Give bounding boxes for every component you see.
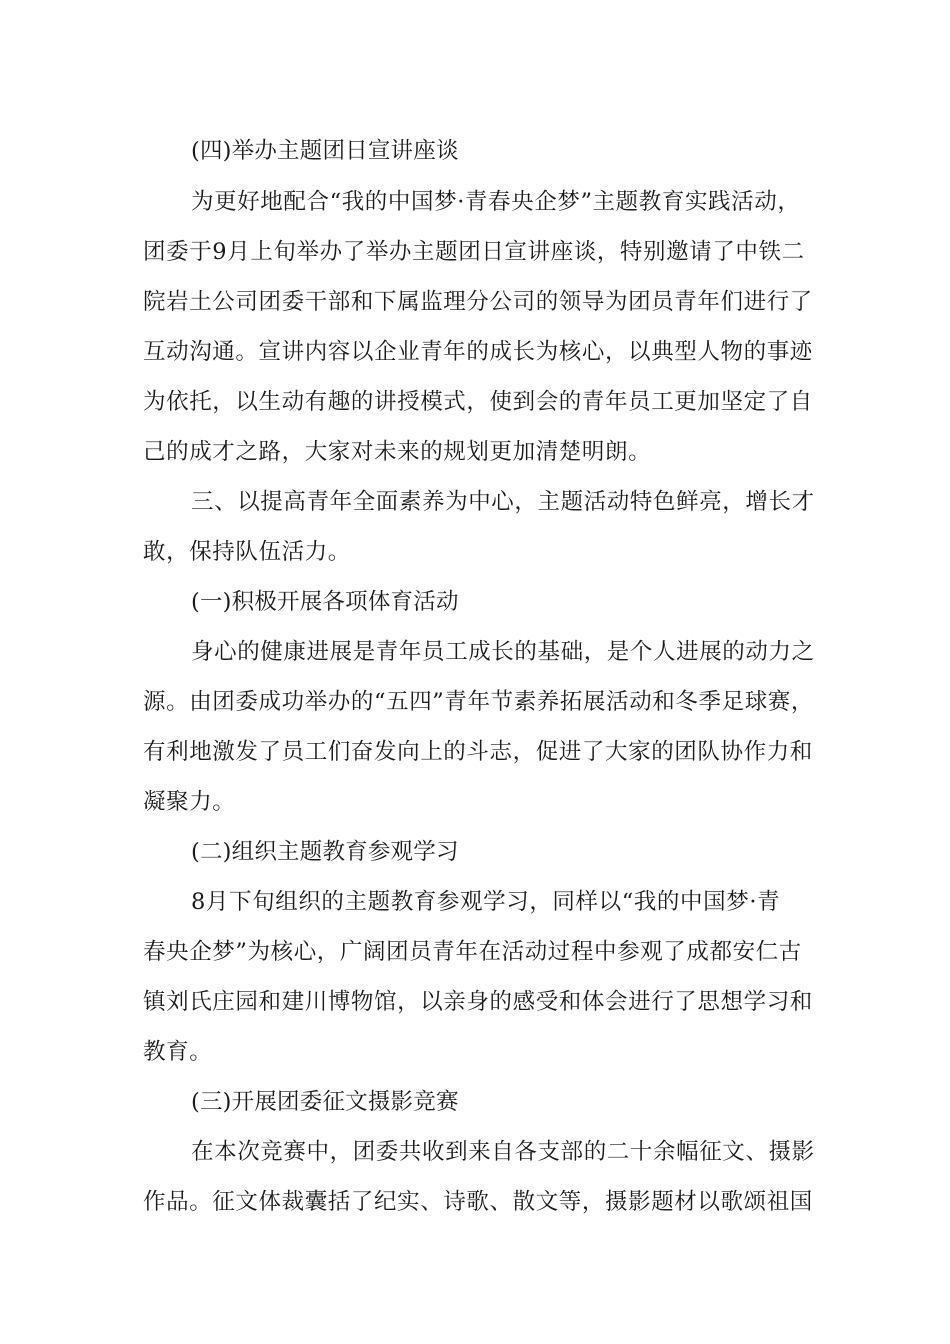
paragraph-line: 有利地激发了员工们奋发向上的斗志，促进了大家的团队协作力和	[143, 739, 813, 765]
section-heading-3: 三、以提高青年全面素养为中心，主题活动特色鲜亮，增长才	[191, 489, 815, 515]
paragraph-line: 为更好地配合“我的中国梦·青春央企梦”主题教育实践活动，	[191, 189, 801, 215]
paragraph-line: 教育。	[143, 1039, 213, 1065]
section-heading-1: (一)积极开展各项体育活动	[191, 589, 459, 615]
paragraph-line: 为依托，以生动有趣的讲授模式，使到会的青年员工更加坚定了自	[143, 389, 813, 415]
paragraph-line: 敢，保持队伍活力。	[143, 539, 351, 565]
paragraph-line: 院岩土公司团委干部和下属监理分公司的领导为团员青年们进行了	[143, 289, 813, 315]
paragraph-line: 作品。征文体裁囊括了纪实、诗歌、散文等，摄影题材以歌颂祖国	[143, 1189, 813, 1215]
paragraph-line: 源。由团委成功举办的“五四”青年节素养拓展活动和冬季足球赛，	[143, 689, 815, 715]
paragraph-line: 镇刘氏庄园和建川博物馆，以亲身的感受和体会进行了思想学习和	[143, 989, 813, 1015]
paragraph-line: 在本次竞赛中，团委共收到来自各支部的二十余幅征文、摄影	[191, 1139, 815, 1165]
section-heading-4: (四)举办主题团日宣讲座谈	[191, 138, 459, 164]
paragraph-line: 凝聚力。	[143, 789, 236, 815]
paragraph-line: 己的成才之路，大家对未来的规划更加清楚明朗。	[143, 439, 652, 465]
paragraph-line: 互动沟通。宣讲内容以企业青年的成长为核心，以典型人物的事迹	[143, 339, 813, 365]
paragraph-line: 春央企梦”为核心，广阔团员青年在活动过程中参观了成都安仁古	[143, 939, 802, 965]
section-heading-2: (二)组织主题教育参观学习	[191, 839, 459, 865]
section-heading-3b: (三)开展团委征文摄影竞赛	[191, 1089, 459, 1115]
paragraph-line: 团委于9月上旬举办了举办主题团日宣讲座谈，特别邀请了中铁二	[143, 239, 805, 265]
paragraph-line: 8月下旬组织的主题教育参观学习，同样以“我的中国梦·青	[191, 889, 781, 915]
paragraph-line: 身心的健康进展是青年员工成长的基础，是个人进展的动力之	[191, 639, 815, 665]
